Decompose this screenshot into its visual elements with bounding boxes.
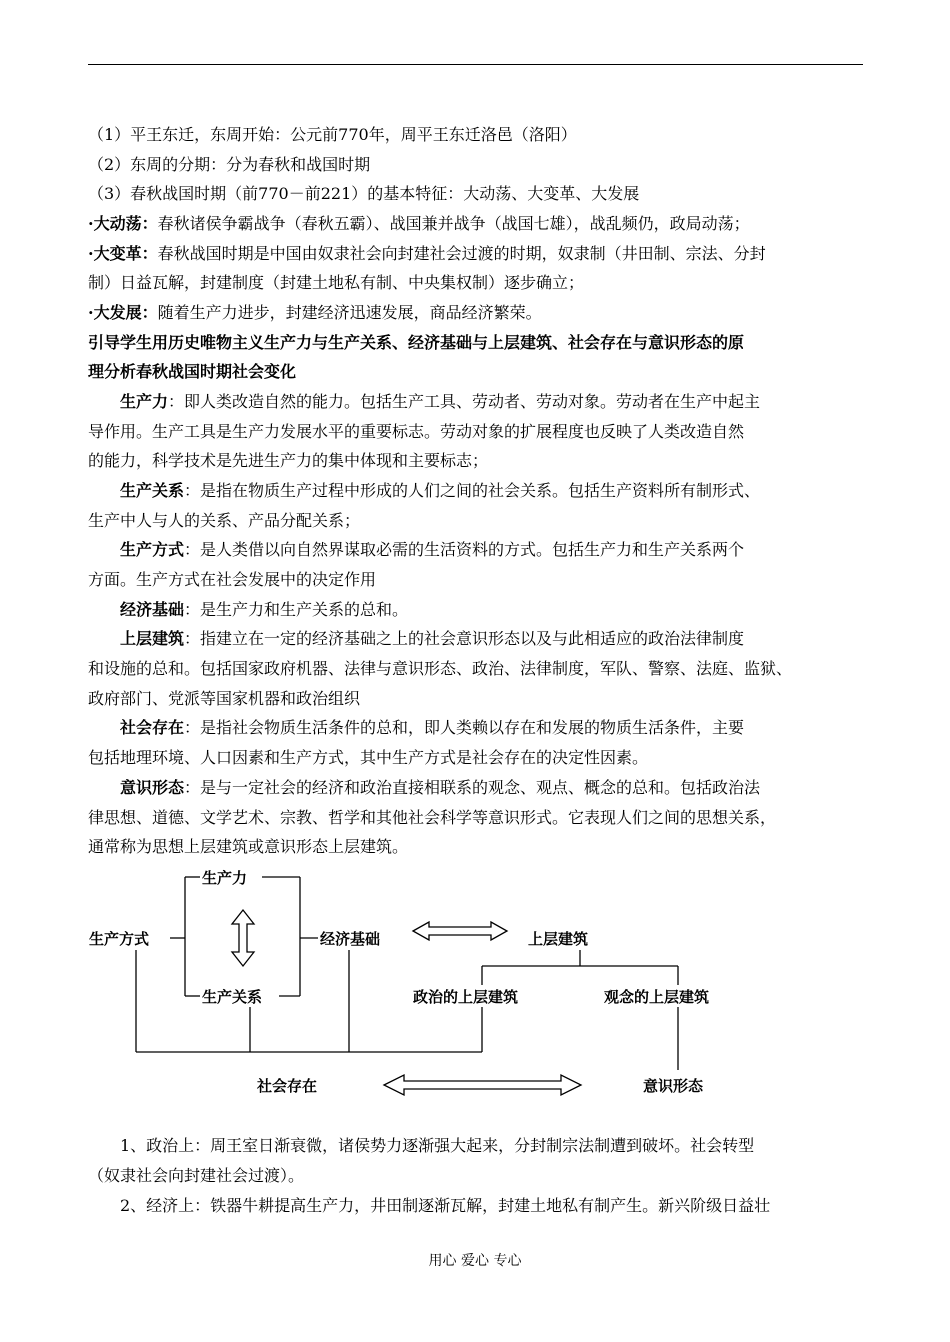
section-heading: 引导学生用历史唯物主义生产力与生产关系、经济基础与上层建筑、社会存在与意识形态的原 — [88, 333, 745, 352]
text-line: （3）春秋战国时期（前770－前221）的基本特征：大动荡、大变革、大发展 — [88, 184, 640, 203]
text-line: 导作用。生产工具是生产力发展水平的重要标志。劳动对象的扩展程度也反映了人类改造自然 — [88, 422, 745, 441]
text-line: 上层建筑：指建立在一定的经济基础之上的社会意识形态以及与此相适应的政治法律制度 — [120, 629, 745, 648]
text-line: ·大变革：春秋战国时期是中国由奴隶社会向封建社会过渡的时期，奴隶制（井田制、宗法、分封 — [88, 244, 766, 263]
text-line: （1）平王东迁，东周开始：公元前770年，周平王东迁洛邑（洛阳） — [88, 125, 577, 144]
productive-forces-label: 生产力 — [202, 869, 248, 887]
text-line: 意识形态：是与一定社会的经济和政治直接相联系的观念、观点、概念的总和。包括政治法 — [120, 778, 761, 797]
text-line: （2）东周的分期：分为春秋和战国时期 — [88, 155, 371, 174]
text-line: （奴隶社会向封建社会过渡）。 — [88, 1166, 305, 1185]
text-line: 生产方式：是人类借以向自然界谋取必需的生活资料的方式。包括生产力和生产关系两个 — [120, 540, 745, 559]
ideological-superstructure-label: 观念的上层建筑 — [604, 988, 710, 1006]
superstructure-label: 上层建筑 — [528, 930, 589, 948]
text-line: 经济基础：是生产力和生产关系的总和。 — [120, 600, 409, 619]
economic-base-label: 经济基础 — [320, 930, 381, 948]
text-line: 方面。生产方式在社会发展中的决定作用 — [88, 570, 377, 589]
text-line: 2、经济上：铁器牛耕提高生产力，井田制逐渐瓦解，封建土地私有制产生。新兴阶级日益壮 — [120, 1196, 771, 1215]
text-line: ·大发展：随着生产力进步，封建经济迅速发展，商品经济繁荣。 — [88, 303, 542, 322]
page-footer: 用心 爱心 专心 — [428, 1253, 522, 1269]
text-line: 制）日益瓦解，封建制度（封建土地私有制、中央集权制）逐步确立； — [88, 273, 585, 292]
text-line: 通常称为思想上层建筑或意识形态上层建筑。 — [88, 837, 409, 856]
text-line: 律思想、道德、文学艺术、宗教、哲学和其他社会科学等意识形式。它表现人们之间的思想关系， — [88, 808, 777, 827]
text-line: 的能力，科学技术是先进生产力的集中体现和主要标志； — [88, 451, 489, 470]
text-line: 生产力：即人类改造自然的能力。包括生产工具、劳动者、劳动对象。劳动者在生产中起主 — [120, 392, 761, 411]
text-line: 包括地理环境、人口因素和生产方式，其中生产方式是社会存在的决定性因素。 — [88, 748, 649, 767]
section-heading: 理分析春秋战国时期社会变化 — [88, 362, 297, 381]
text-line: 生产关系：是指在物质生产过程中形成的人们之间的社会关系。包括生产资料所有制形式、 — [120, 481, 761, 500]
relations-of-production-label: 生产关系 — [202, 988, 263, 1006]
social-existence-label: 社会存在 — [257, 1077, 318, 1095]
text-line: 生产中人与人的关系、产品分配关系； — [88, 511, 361, 530]
ideology-label: 意识形态 — [643, 1077, 704, 1095]
mode-of-production-label: 生产方式 — [89, 930, 150, 948]
text-line: 和设施的总和。包括国家政府机器、法律与意识形态、政治、法律制度，军队、警察、法庭、监狱、 — [88, 659, 793, 678]
text-line: 政府部门、党派等国家机器和政治组织 — [88, 689, 361, 708]
political-superstructure-label: 政治的上层建筑 — [413, 988, 519, 1006]
text-line: 社会存在：是指社会物质生活条件的总和，即人类赖以存在和发展的物质生活条件，主要 — [120, 718, 745, 737]
text-line: 1、政治上：周王室日渐衰微，诸侯势力逐渐强大起来，分封制宗法制遭到破坏。社会转型 — [120, 1136, 755, 1155]
text-line: ·大动荡：春秋诸侯争霸战争（春秋五霸）、战国兼并战争（战国七雄），战乱频仍，政局动荡； — [88, 214, 750, 233]
